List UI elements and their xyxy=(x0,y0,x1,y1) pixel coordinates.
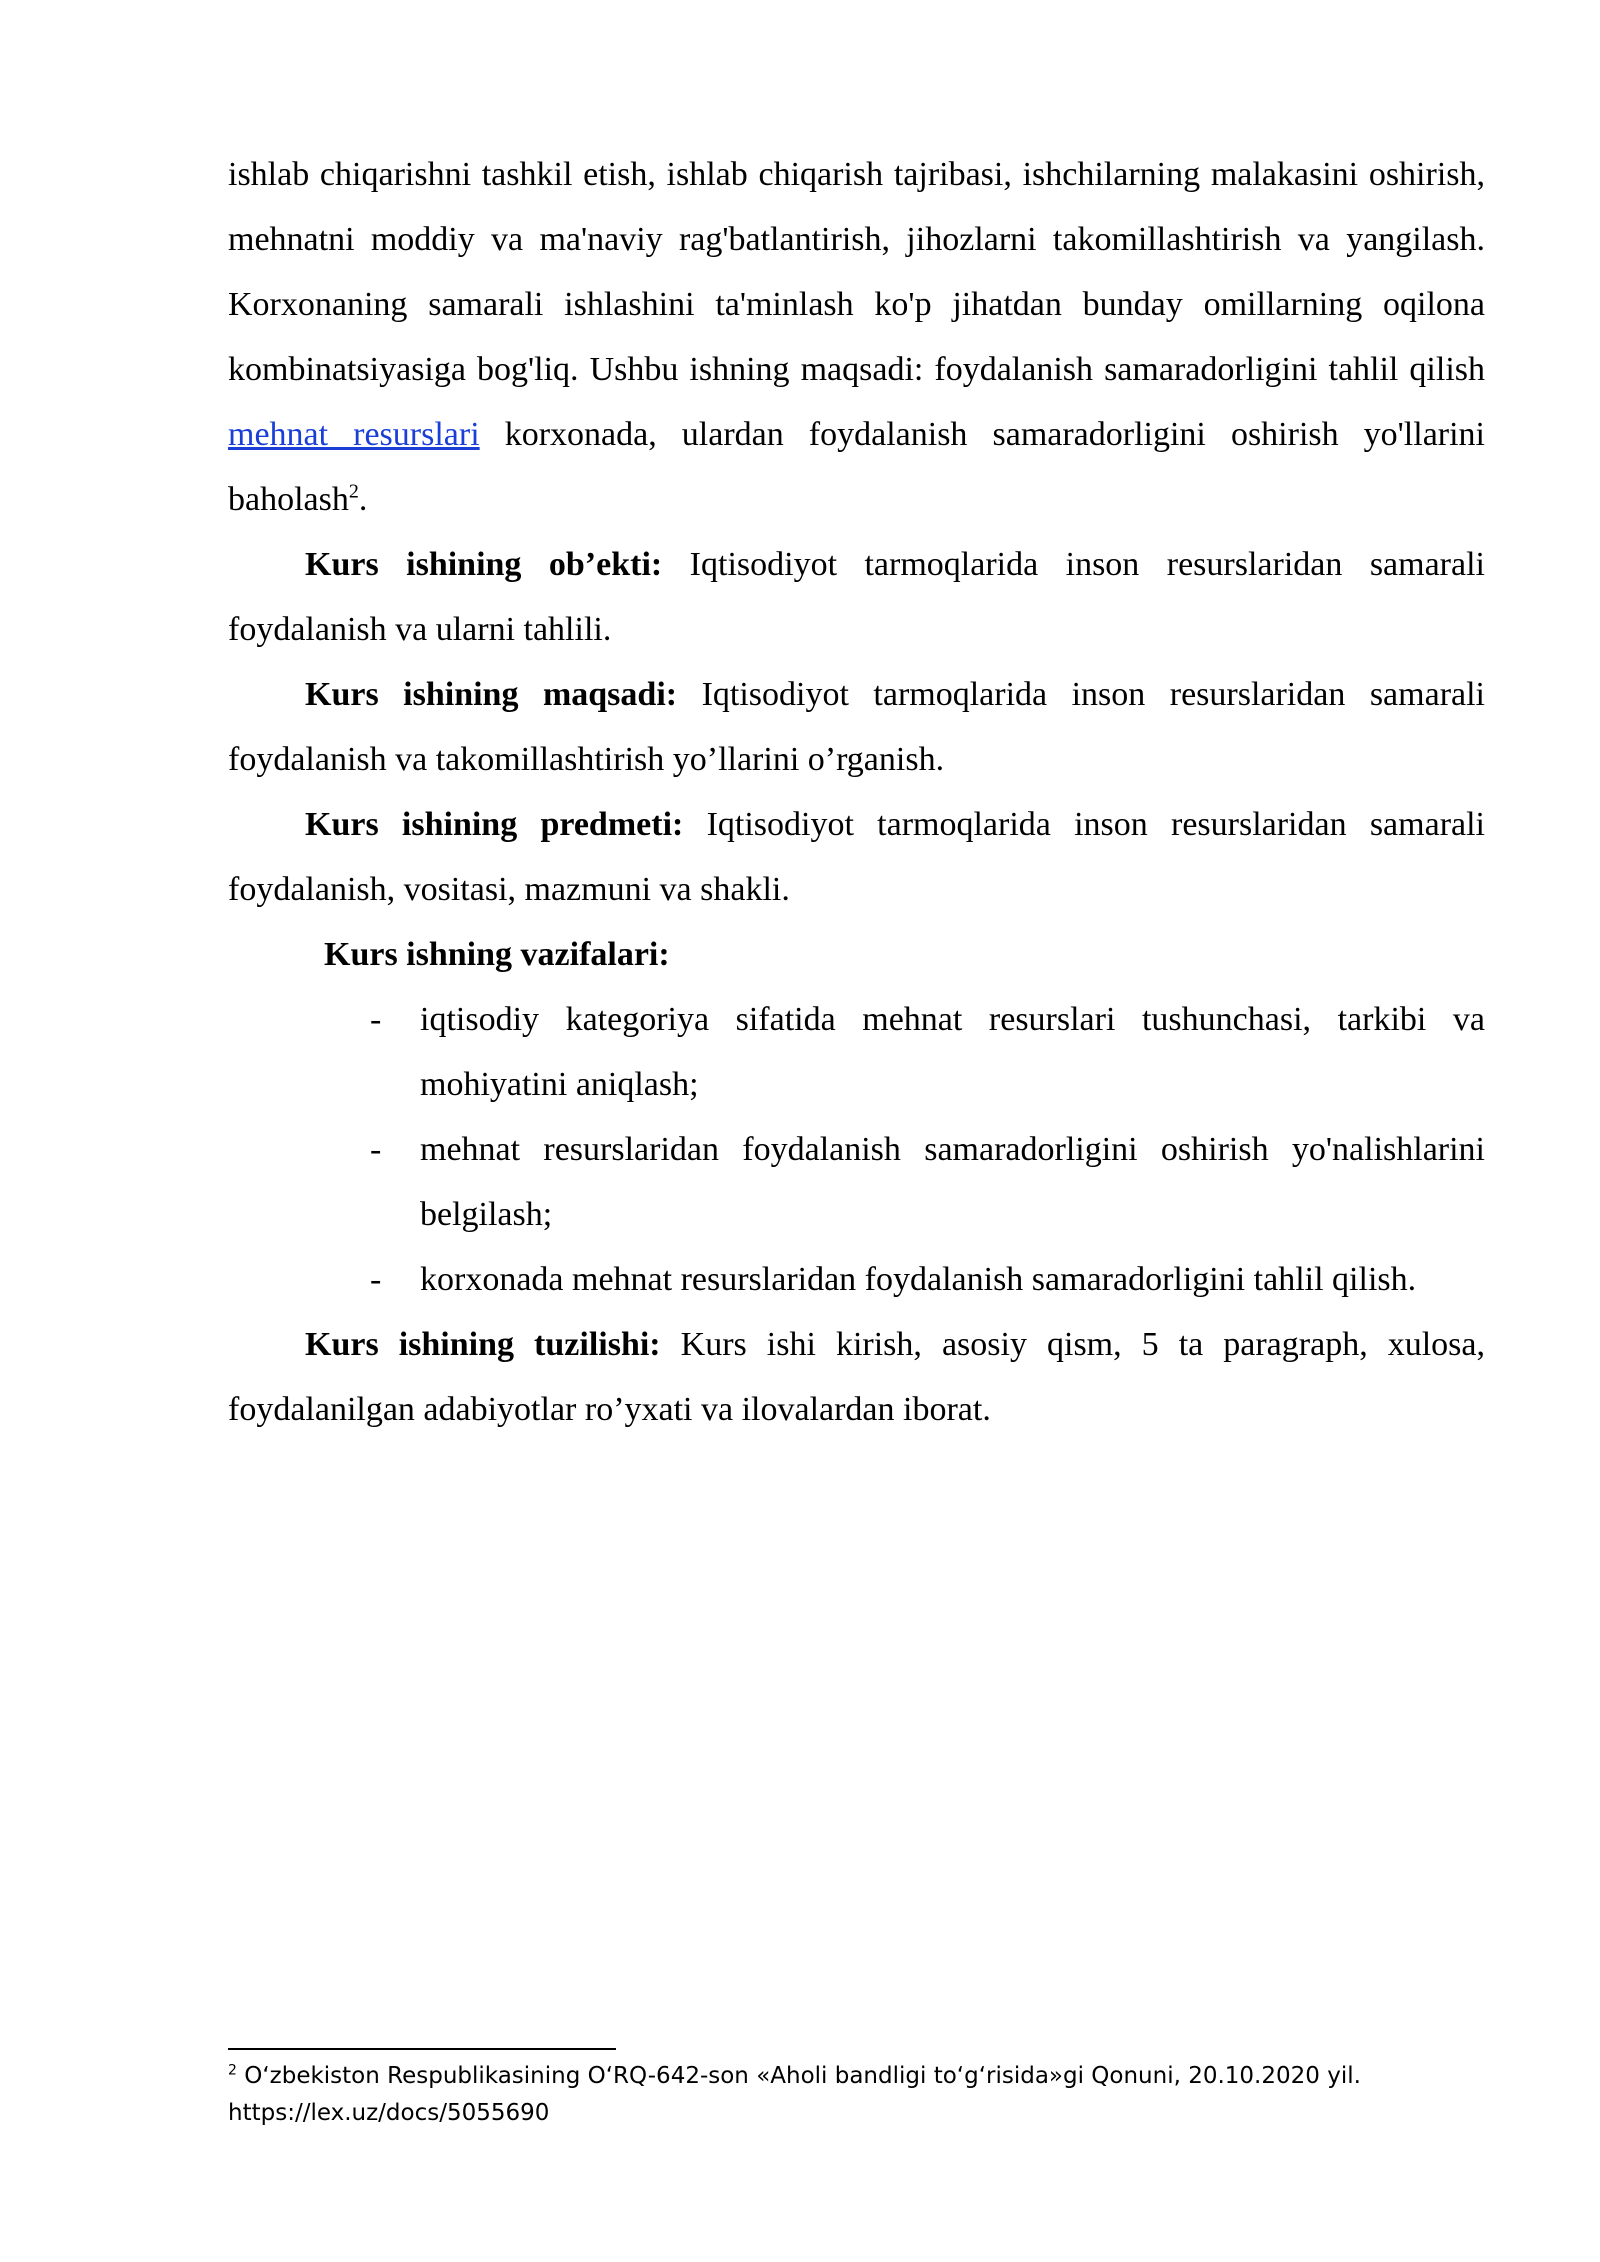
list-item-text: korxonada mehnat resurslaridan foydalanish samaradorligini tahlil qilish. xyxy=(420,1261,1417,1298)
footnote-reference[interactable]: 2 xyxy=(348,480,359,503)
structure-paragraph xyxy=(228,1312,1485,1442)
subject-text: Iqtisodiyot tarmoqlarida inson resurslaridan samarali foydalanish, vositasi, mazmuni va shakli. xyxy=(228,806,1485,908)
list-dash: - xyxy=(370,1001,382,1038)
goal-label: Kurs ishining maqsadi: xyxy=(305,676,678,713)
document-body xyxy=(228,142,1485,1442)
list-item xyxy=(228,1117,1485,1247)
intro-text-part1: ishlab chiqarishni tashkil etish, ishlab chiqarish tajribasi, ishchilarning malakasini oshirish, mehnatni moddiy va ma'naviy rag'batlantirish, jihozlarni takomillashtirish va yangilash. Korxonaning samarali ishlashini ta'minlash ko'p jihatdan bunday omillarning oqilona kombinatsiyasiga bog'liq. Ushbu ishning maqsadi: foydalanish samaradorligini tahlil qilish xyxy=(228,156,1485,388)
subject-label: Kurs ishining predmeti: xyxy=(305,806,684,843)
list-item xyxy=(228,1247,1485,1312)
footnote-url[interactable]: https://lex.uz/docs/5055690 xyxy=(228,2100,550,2126)
list-item-text: iqtisodiy kategoriya sifatida mehnat resurslari tushunchasi, tarkibi va mohiyatini aniqlash; xyxy=(420,1001,1485,1103)
intro-text-part2: korxonada, ulardan foydalanish samaradorligini oshirish yo'llarini baholash xyxy=(228,416,1486,518)
object-label: Kurs ishining ob’ekti: xyxy=(305,546,663,583)
tasks-list xyxy=(228,987,1485,1312)
list-dash: - xyxy=(370,1131,382,1168)
footnote xyxy=(228,2058,1485,2132)
intro-text-end: . xyxy=(358,481,368,518)
goal-text: Iqtisodiyot tarmoqlarida inson resurslaridan samarali foydalanish va takomillashtirish yo’llarini o’rganish. xyxy=(228,676,1485,778)
object-text: Iqtisodiyot tarmoqlarida inson resurslaridan samarali foydalanish va ularni tahlili. xyxy=(228,546,1485,648)
footnote-text: O‘zbekiston Respublikasining O‘RQ-642-son «Aholi bandligi to‘g‘risida»gi Qonuni, 20.10.2020 yil. xyxy=(236,2063,1361,2089)
structure-text: Kurs ishi kirish, asosiy qism, 5 ta paragraph, xulosa, foydalanilgan adabiyotlar ro’yxati va ilovalardan iborat. xyxy=(228,1326,1485,1428)
tasks-heading: Kurs ishning vazifalari: xyxy=(324,936,670,973)
object-paragraph xyxy=(228,532,1485,662)
footnote-divider xyxy=(228,2048,616,2050)
list-item-text: mehnat resurslaridan foydalanish samaradorligini oshirish yo'nalishlarini belgilash; xyxy=(420,1131,1485,1233)
footnote-line xyxy=(228,2058,1485,2095)
list-item xyxy=(228,987,1485,1117)
list-dash: - xyxy=(370,1261,382,1298)
intro-paragraph xyxy=(228,142,1485,532)
footnote-number: 2 xyxy=(228,2062,237,2079)
goal-paragraph xyxy=(228,662,1485,792)
structure-label: Kurs ishining tuzilishi: xyxy=(305,1326,661,1363)
subject-paragraph xyxy=(228,792,1485,922)
mehnat-resurslari-link[interactable]: mehnat resurslari xyxy=(228,416,480,453)
